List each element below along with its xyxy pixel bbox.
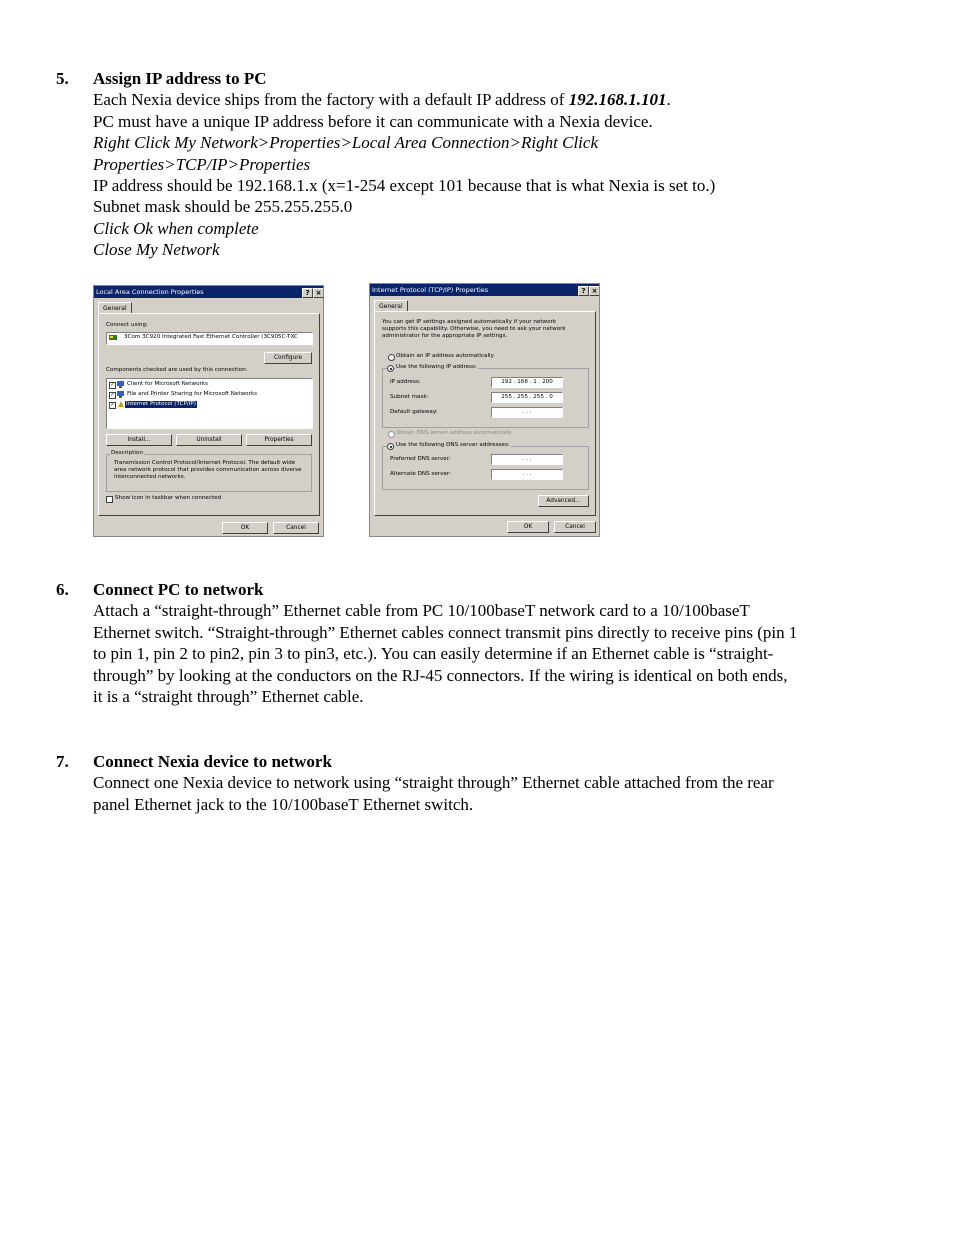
subnet-mask-field[interactable]: 255 . 255 . 255 . 0 <box>491 392 563 403</box>
advanced-button[interactable]: Advanced... <box>538 495 589 507</box>
step-number: 7. <box>56 752 69 771</box>
paragraph-line: PC must have a unique IP address before it can communicate with a Nexia device. <box>93 111 653 131</box>
step-7-content <box>93 751 883 815</box>
step-heading: Connect PC to network <box>93 580 264 599</box>
step-5-content <box>93 68 883 261</box>
step-number: 5. <box>56 69 69 88</box>
component-checkbox[interactable]: ✓ <box>110 382 115 388</box>
ok-button[interactable]: OK <box>507 521 549 533</box>
cancel-button[interactable]: Cancel <box>273 522 319 534</box>
obtain-ip-label: Obtain an IP address automatically <box>396 353 494 359</box>
ip-address-field[interactable]: 192 . 168 . 1 . 200 <box>491 377 563 388</box>
use-following-ip-label: Use the following IP address: <box>396 364 477 370</box>
intro-text: You can get IP settings assigned automatically if your network supports this capability. Otherwise, you need to ask your network administrator for the appropriate IP settings. <box>382 319 566 339</box>
description-text: Transmission Control Protocol/Internet Protocol. The default wide area network protocol that provides communication across diverse interconnected networks. <box>114 460 302 480</box>
description-label: Description <box>111 450 143 456</box>
use-following-ip-radio[interactable] <box>387 365 394 372</box>
use-following-dns-label: Use the following DNS server addresses: <box>396 442 510 448</box>
component-checkbox[interactable]: ✓ <box>110 392 115 398</box>
tab-general[interactable]: General <box>98 302 132 314</box>
preferred-dns-label: Preferred DNS server: <box>390 456 451 462</box>
obtain-dns-label: Obtain DNS server address automatically <box>396 430 512 436</box>
client-network-icon <box>117 381 125 388</box>
paragraph-line: Subnet mask should be 255.255.255.0 <box>93 197 353 217</box>
adapter-name: 3Com 3C920 Integrated Fast Ethernet Controller (3C905C-TXC <box>124 334 298 340</box>
show-icon-label: Show icon in taskbar when connected <box>115 495 222 501</box>
gateway-label: Default gateway: <box>390 409 438 415</box>
configure-button[interactable]: Configure <box>264 352 312 364</box>
dns-group <box>382 446 589 490</box>
step-6-content <box>93 579 883 707</box>
instruction-line: Click Ok when complete <box>93 218 259 238</box>
obtain-dns-radio[interactable] <box>388 431 395 438</box>
component-checkbox[interactable]: ✓ <box>110 402 115 408</box>
instruction-path: Properties>TCP/IP>Properties <box>93 154 311 174</box>
step-number: 6. <box>56 580 69 599</box>
step-5-section <box>0 68 954 268</box>
components-label: Components checked are used by this connection: <box>106 367 248 373</box>
paragraph-line: Attach a “straight-through” Ethernet cable from PC 10/100baseT network card to a 10/100baseT <box>93 601 750 621</box>
paragraph-line: to pin 1, pin 2 to pin2, pin 3 to pin3, etc.). You can easily determine if an Ethernet cable is “straight- <box>93 644 774 664</box>
step-heading: Connect Nexia device to network <box>93 752 332 771</box>
cancel-button[interactable]: Cancel <box>554 521 596 533</box>
text-span: Each Nexia device ships from the factory with a default IP address of <box>93 90 569 110</box>
subnet-mask-label: Subnet mask: <box>390 394 429 400</box>
paragraph-line: through” by looking at the conductors on the RJ-45 connectors. If the wiring is identical on both ends, <box>93 665 788 685</box>
ip-address-label: IP address: <box>390 379 421 385</box>
tcpip-properties-dialog <box>369 283 600 537</box>
lac-properties-dialog <box>93 285 324 537</box>
close-button[interactable]: × <box>313 288 324 298</box>
gateway-field[interactable]: . . . <box>491 407 563 418</box>
connect-using-label: Connect using: <box>106 322 148 328</box>
text-span: . <box>666 90 671 110</box>
show-icon-checkbox[interactable] <box>106 496 113 503</box>
default-ip: 192.168.1.101 <box>568 90 667 110</box>
paragraph-line: Ethernet switch. “Straight-through” Ethernet cables connect transmit pins directly to receive pins (pin 1 <box>93 622 798 642</box>
paragraph-line: it is a “straight through” Ethernet cable. <box>93 687 364 707</box>
step-6-section <box>0 579 954 709</box>
paragraph-line <box>93 89 883 110</box>
alternate-dns-label: Alternate DNS server: <box>390 471 451 477</box>
properties-button[interactable]: Properties <box>246 434 312 446</box>
tab-general[interactable]: General <box>374 300 408 312</box>
dialog-titlebar: Local Area Connection Properties <box>94 286 323 298</box>
file-printer-sharing-icon <box>117 391 125 398</box>
ok-button[interactable]: OK <box>222 522 268 534</box>
use-following-dns-radio[interactable] <box>387 443 394 450</box>
help-button[interactable]: ? <box>302 288 313 298</box>
dialog-titlebar: Internet Protocol (TCP/IP) Properties <box>370 284 599 296</box>
step-7-section <box>0 751 954 821</box>
paragraph-line: panel Ethernet jack to the 10/100baseT Ethernet switch. <box>93 794 474 814</box>
alternate-dns-field[interactable]: . . . <box>491 469 563 480</box>
instruction-line: Close My Network <box>93 240 220 260</box>
component-label[interactable]: Client for Microsoft Networks <box>127 381 208 387</box>
network-adapter-icon <box>109 334 118 341</box>
obtain-ip-radio[interactable] <box>388 354 395 361</box>
close-button[interactable]: × <box>589 286 600 296</box>
preferred-dns-field[interactable]: . . . <box>491 454 563 465</box>
component-label-selected[interactable]: Internet Protocol (TCP/IP) <box>126 401 196 407</box>
protocol-icon <box>117 401 125 408</box>
install-button[interactable]: Install... <box>106 434 172 446</box>
uninstall-button[interactable]: Uninstall <box>176 434 242 446</box>
help-button[interactable]: ? <box>578 286 589 296</box>
component-label[interactable]: File and Printer Sharing for Microsoft Networks <box>127 391 258 397</box>
paragraph-line: IP address should be 192.168.1.x (x=1-254 except 101 because that is what Nexia is set to.) <box>93 176 716 196</box>
step-heading: Assign IP address to PC <box>93 69 267 88</box>
paragraph-line: Connect one Nexia device to network using “straight through” Ethernet cable attached from the rear <box>93 773 774 793</box>
instruction-path: Right Click My Network>Properties>Local Area Connection>Right Click <box>93 133 598 153</box>
